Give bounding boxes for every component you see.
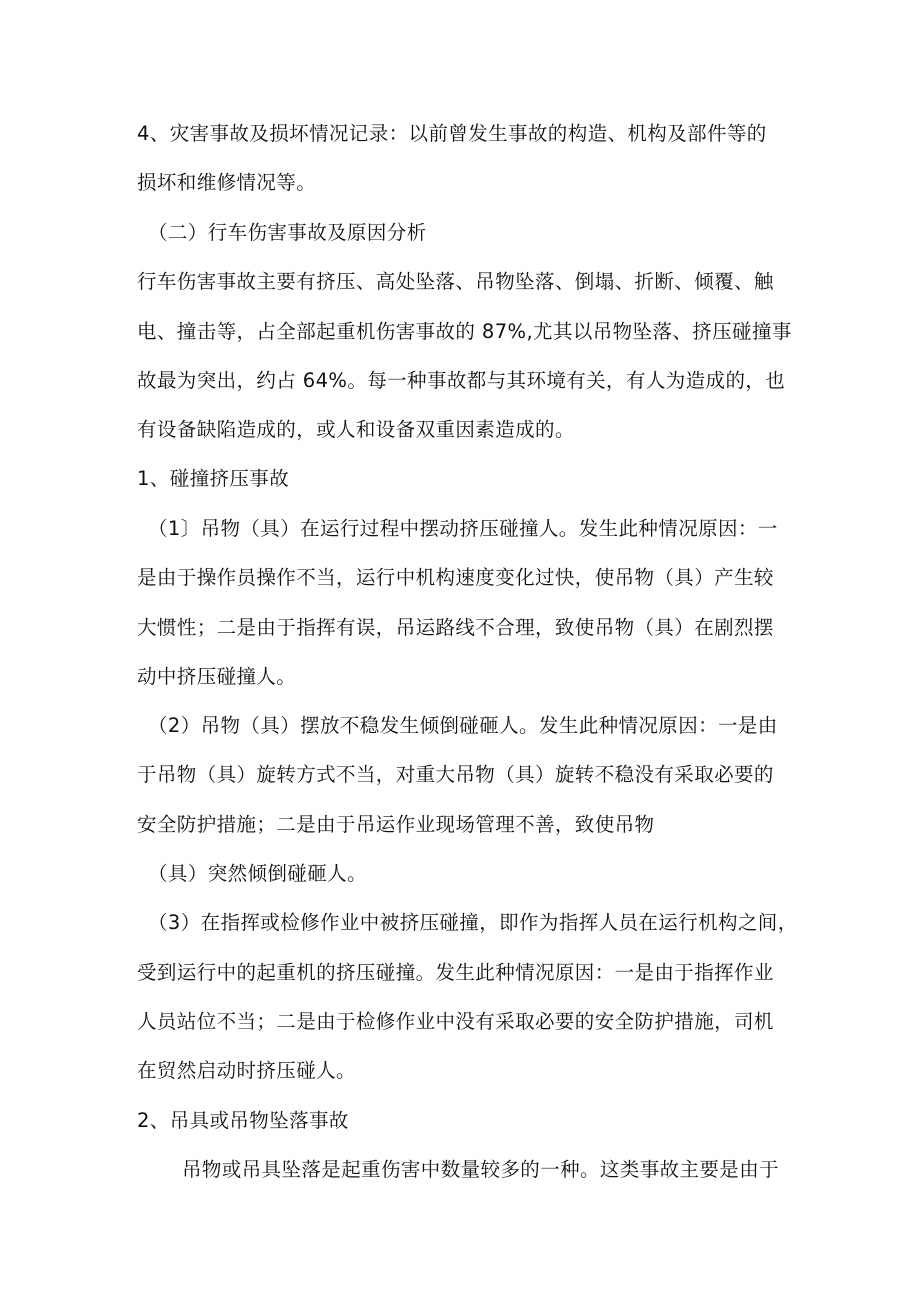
text-line: 安全防护措施；二是由于吊运作业现场管理不善，致使吊物: [137, 813, 655, 836]
text-line: 动中挤压碰撞人。: [137, 665, 297, 688]
text-line: 故最为突出，约占 64%。每一种事故都与其环境有关，有人为造成的，也: [137, 369, 786, 392]
section-heading: （二）行车伤害事故及原因分析: [148, 221, 427, 244]
text-line: 于吊物（具）旋转方式不当，对重大吊物（具）旋转不稳没有采取必要的: [137, 763, 774, 786]
text-line: 受到运行中的起重机的挤压碰撞。发生此种情况原因：一是由于指挥作业: [137, 961, 774, 984]
text-line: 吊物或吊具坠落是起重伤害中数量较多的一种。这类事故主要是由于: [182, 1158, 780, 1181]
text-line: 电、撞击等，占全部起重机伤害事故的 87%,尤其以吊物坠落、挤压碰撞事: [137, 320, 792, 343]
text-line: 是由于操作员操作不当，运行中机构速度变化过快，使吊物（具）产生较: [137, 566, 774, 589]
text-line: 行车伤害事故主要有挤压、高处坠落、吊物坠落、倒塌、折断、倾覆、触: [137, 270, 774, 293]
text-line: （2）吊物（具）摆放不稳发生倾倒碰砸人。发生此种情况原因：一是由: [148, 714, 778, 737]
text-line: 损坏和维修情况等。: [137, 171, 317, 194]
text-line: 大惯性；二是由于指挥有误，吊运路线不合理，致使吊物（具）在剧烈摆: [137, 616, 774, 639]
text-line: 在贸然启动时挤压碰人。: [137, 1059, 356, 1082]
text-line: （1〕吊物（具）在运行过程中摆动挤压碰撞人。发生此种情况原因：一: [148, 517, 778, 540]
text-line: （3）在指挥或检修作业中被挤压碰撞，即作为指挥人员在运行机构之间，: [148, 911, 798, 934]
text-line: 4、灾害事故及损坏情况记录：以前曾发生事故的构造、机构及部件等的: [137, 122, 767, 145]
text-line: （具）突然倾倒碰砸人。: [148, 862, 367, 885]
section-heading: 1、碰撞挤压事故: [137, 467, 290, 490]
text-line: 有设备缺陷造成的，或人和设备双重因素造成的。: [137, 418, 575, 441]
section-heading: 2、吊具或吊物坠落事故: [137, 1109, 349, 1132]
text-line: 人员站位不当；二是由于检修作业中没有采取必要的安全防护措施，司机: [137, 1010, 774, 1033]
